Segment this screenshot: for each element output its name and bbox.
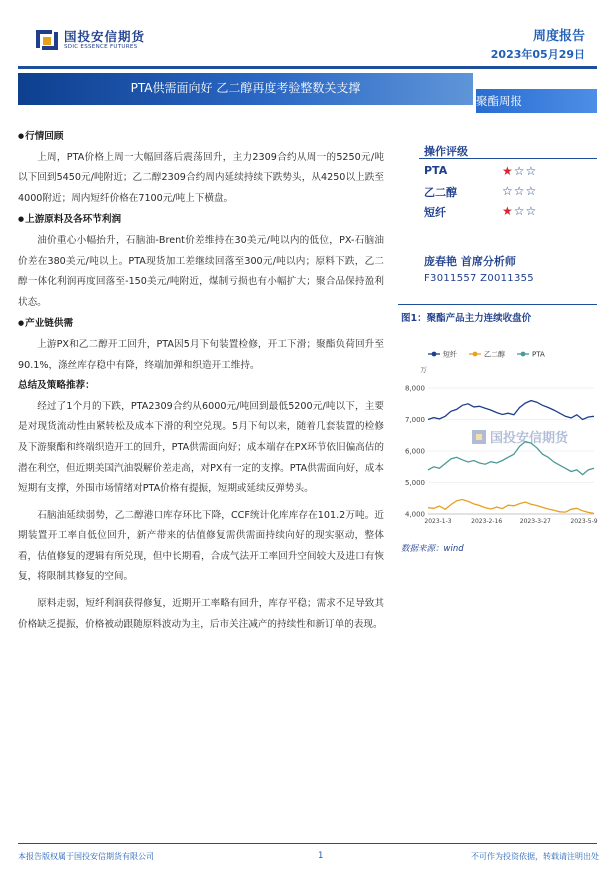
y-tick-label: 7,000 (404, 416, 425, 424)
y-tick-label: 5,000 (404, 479, 425, 487)
rating-stars (502, 164, 537, 178)
rating-stars (502, 184, 537, 198)
report-title: PTA供需面向好 乙二醇再度考验整数关支撑 (130, 81, 361, 95)
y-axis-unit-label: 万 (420, 366, 427, 374)
legend-label: 乙二醇 (484, 350, 505, 359)
y-tick-label: 8,000 (404, 384, 425, 393)
figure-title: 图1：聚酯产品主力连续收盘价 (401, 313, 532, 324)
report-date: 2023年05月29日 (490, 48, 585, 61)
company-name-en: SDIC ESSENCE FUTURES (64, 44, 138, 50)
price-line-chart (398, 342, 598, 532)
rating-product-name: PTA (424, 164, 448, 177)
rating-product-name: 短纤 (424, 206, 446, 219)
chart-legend (428, 350, 545, 359)
footer-disclaimer: 不可作为投资依据，转载请注明出处 (471, 852, 599, 861)
series-line-短纤 (428, 401, 594, 420)
header-divider (18, 66, 597, 69)
section-heading-market-review: ● 行情回顾 (18, 126, 384, 148)
paragraph-supply-demand: 上游PX和乙二醇开工回升，PTA因5月下旬装置检修，开工下滑；聚酯负荷回升至90.1%，涤丝库存稳中有降，终端加弹和织造开工维持。 (18, 338, 384, 371)
watermark-text: 国投安信期货 (490, 431, 569, 446)
section-heading-supply-demand: ● 产业链供需 (18, 313, 384, 335)
rating-title: 操作评级 (424, 145, 468, 158)
paragraph-summary-pta: 经过了1个月的下跌，PTA2309合约从6000元/吨回到最低5200元/吨以下，主要是对现货流动性由紧转松及成本下滑的利空兑现。5月下旬以来，随着几套装置的检修及下游聚酯和终端织造开工的回升，PTA供需面向好；成本端存在PX环节依旧偏高估的潜在利空，但近期美国汽油裂解价差走高，对PX有一定的支撑。PTA供需面向好，成本短期有支撑，外围市场情绪对PTA价格有提振，短期或延续反弹势头。 (18, 400, 384, 495)
paragraph-summary-psf: 原料走弱，短纤利润获得修复，近期开工率略有回升，库存平稳；需求不足导致其价格缺乏提振，价格被动跟随原料波动为主，后市关注减产的持续性和新订单的表现。 (18, 598, 384, 630)
rating-row-psf (424, 204, 594, 220)
series-line-乙二醇 (428, 500, 594, 514)
legend-label: PTA (532, 350, 545, 359)
x-tick-label: 2023-2-16 (471, 518, 503, 525)
rating-product-name: 乙二醇 (424, 186, 457, 199)
x-tick-label: 2023-1-3 (424, 518, 452, 525)
paragraph-market-review: 上周，PTA价格上周一大幅回落后震荡回升，主力2309合约从周一的5250元/吨以下回到5450元/吨附近；乙二醇2309合约周内延续持续下跌势头，从4250以上跌至4000附近；周内短纤价格在7100元/吨上下横盘。 (18, 151, 384, 204)
series-line-PTA (428, 442, 594, 475)
title-banner (18, 73, 473, 105)
y-axis-ticks (405, 385, 425, 519)
company-name: 国投安信期货 (64, 29, 146, 44)
report-tag-banner (476, 89, 597, 113)
section-heading-upstream: ● 上游原料及各环节利润 (18, 209, 384, 231)
analyst-name: 庞春艳 首席分析师 (424, 255, 516, 268)
star-filled-icon: ★ (502, 164, 514, 178)
footer-divider (18, 843, 597, 844)
rating-row-meg (424, 184, 594, 200)
y-tick-label: 4,000 (404, 510, 425, 519)
main-text-column (18, 126, 384, 635)
report-type: 周度报告 (532, 29, 585, 44)
rating-stars (502, 204, 537, 218)
legend-label: 短纤 (443, 350, 457, 359)
analyst-license: F3011557 Z0011355 (424, 273, 534, 284)
figure-divider (398, 304, 597, 305)
rating-divider (419, 158, 597, 159)
y-tick-label: 6,000 (404, 447, 425, 456)
star-empty-icon: ☆☆ (513, 164, 538, 178)
report-tag-label: 聚酯周报 (476, 94, 522, 108)
rating-row-pta (424, 164, 594, 177)
data-source: 数据来源：wind (401, 544, 464, 554)
footer-copyright: 本报告版权属于国投安信期货有限公司 (18, 852, 154, 861)
report-tag (476, 89, 597, 113)
x-tick-label: 2023-3-27 (519, 518, 551, 525)
chart-gridlines (428, 388, 594, 514)
section-heading-summary: 总结及策略推荐： (18, 380, 95, 392)
legend-marker (521, 352, 526, 357)
paragraph-upstream: 油价重心小幅抬升，石脑油-Brent价差维持在30美元/吨以内的低位，PX-石脑油价差在380美元/吨以上。PTA现货加工差继续回落至300元/吨以内；原料下跌，乙二醇一体化利润再度回落至-150美元/吨附近，煤制亏损也有小幅扩大；聚合品保持盈利状态。 (18, 234, 384, 308)
star-filled-icon: ★ (502, 204, 514, 218)
x-axis-ticks (424, 518, 597, 525)
legend-marker (432, 352, 437, 357)
chart-series (428, 401, 594, 514)
legend-marker (473, 352, 478, 357)
chart-watermark (472, 430, 569, 446)
star-empty-icon: ☆☆ (513, 204, 538, 218)
x-tick-label: 2023-5-9 (570, 518, 598, 525)
star-empty-icon: ☆☆☆ (502, 184, 538, 198)
paragraph-summary-meg: 石脑油延续弱势，乙二醇港口库存环比下降，CCF统计化库库存在101.2万吨。近期装置开工率自低位回升，新产带来的估值修复需供需面持续向好的现实驱动，整体看，估值修复的逻辑有所兑现，但中长期看，合成气法开工率回升空间较大及进口有恢复，将限制其修复的空间。 (18, 509, 384, 583)
page-number: 1 (318, 851, 324, 861)
company-logo-icon (34, 26, 60, 52)
